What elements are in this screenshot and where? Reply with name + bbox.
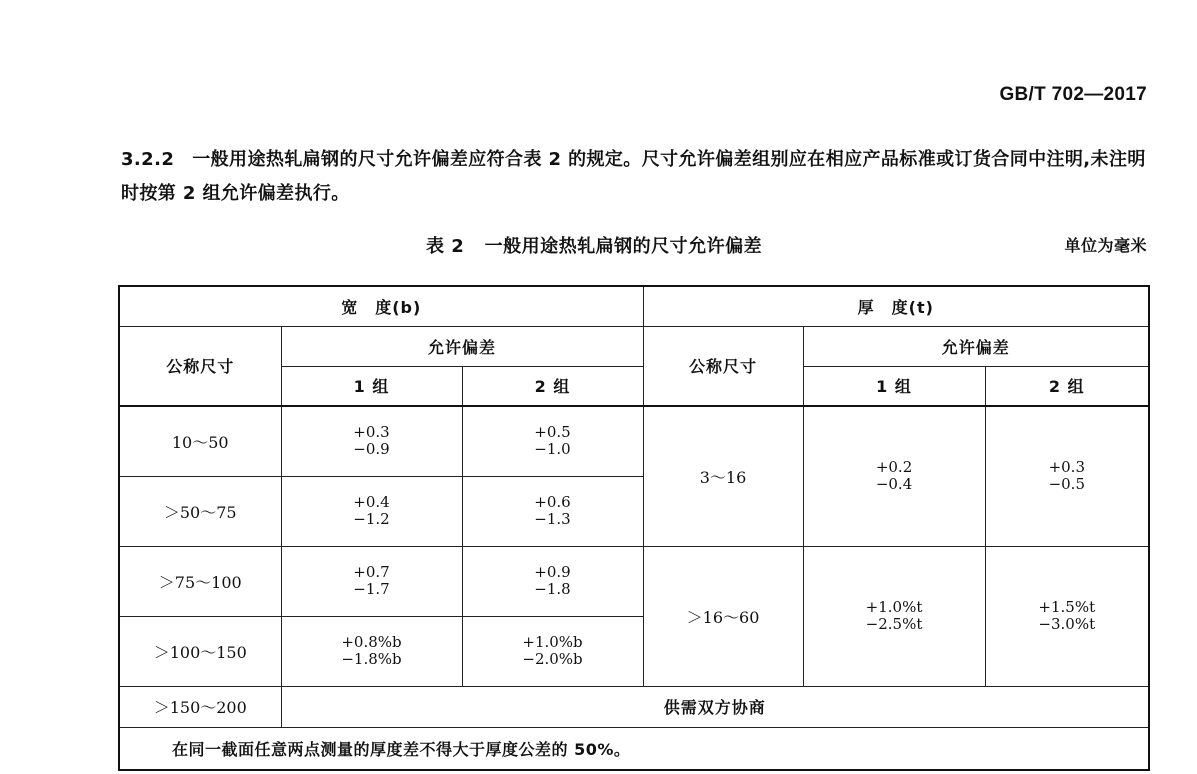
tolerance-table — [118, 285, 1150, 771]
tol-plus: +0.7 — [353, 563, 390, 581]
table-row — [119, 546, 1149, 616]
width-g2-cell — [462, 476, 643, 546]
tol-plus: +0.6 — [534, 493, 571, 511]
thickness-size-cell: 3～16 — [643, 406, 803, 546]
clause-text: 一般用途热轧扁钢的尺寸允许偏差应符合表 2 的规定。尺寸允许偏差组别应在相应产品标准或订货合同中注明,未注明时按第 2 组允许偏差执行。 — [121, 149, 1146, 204]
clause-number: 3.2.2 — [121, 149, 175, 170]
tol-minus: −0.4 — [875, 475, 913, 494]
tol-minus: −3.0%t — [1038, 615, 1096, 633]
width-header: 宽 度(b) — [119, 286, 643, 326]
width-group1-header: 1 组 — [281, 366, 462, 406]
tol-plus: +1.0%b — [522, 633, 583, 651]
tol-minus: −2.5%t — [865, 615, 923, 633]
tol-minus: −1.2 — [353, 510, 390, 528]
clause-paragraph — [121, 143, 1151, 211]
width-g1-cell — [281, 616, 462, 686]
table-row — [119, 406, 1149, 476]
tol-plus: +0.4 — [353, 493, 390, 511]
width-size-cell: ＞100～150 — [119, 616, 281, 686]
width-g2-cell — [462, 616, 643, 686]
width-deviation-header: 允许偏差 — [281, 326, 643, 366]
tol-minus: −1.8%b — [341, 650, 402, 668]
width-g2-cell — [462, 406, 643, 476]
width-size-cell: ＞50～75 — [119, 476, 281, 546]
width-g1-cell — [281, 476, 462, 546]
negotiated-cell: 供需双方协商 — [281, 686, 1149, 727]
width-nominal-size-header: 公称尺寸 — [119, 326, 281, 406]
tol-minus: −2.0%b — [522, 650, 583, 668]
width-size-cell: ＞75～100 — [119, 546, 281, 616]
table-row — [119, 686, 1149, 727]
tol-plus: +1.5%t — [1038, 598, 1096, 616]
tol-plus: +0.8%b — [341, 633, 402, 651]
tol-minus: −1.7 — [353, 580, 390, 598]
width-size-cell: ＞150～200 — [119, 686, 281, 727]
tol-plus: +0.5 — [534, 423, 571, 442]
tol-plus: +0.9 — [534, 563, 571, 581]
thickness-deviation-header: 允许偏差 — [803, 326, 1149, 366]
table-header-row — [119, 286, 1149, 326]
table-note: 在同一截面任意两点测量的厚度差不得大于厚度公差的 50%。 — [119, 727, 1149, 770]
thickness-g1-cell — [803, 546, 985, 686]
width-size-cell: 10～50 — [119, 406, 281, 476]
table-note-row — [119, 727, 1149, 770]
thickness-g2-cell — [985, 546, 1149, 686]
thickness-group2-header: 2 组 — [985, 366, 1149, 406]
thickness-size-cell: ＞16～60 — [643, 546, 803, 686]
tol-minus: −1.8 — [534, 580, 571, 598]
thickness-g1-cell — [803, 406, 985, 546]
standard-code: GB/T 702—2017 — [999, 84, 1147, 105]
table-title: 表 2 一般用途热轧扁钢的尺寸允许偏差 — [426, 236, 763, 257]
tol-plus: +1.0%t — [865, 598, 923, 616]
thickness-group1-header: 1 组 — [803, 366, 985, 406]
width-g1-cell — [281, 406, 462, 476]
tol-plus: +0.3 — [353, 423, 390, 442]
tol-minus: −1.3 — [534, 510, 571, 528]
thickness-g2-cell — [985, 406, 1149, 546]
tol-minus: −1.0 — [534, 440, 571, 459]
width-group2-header: 2 组 — [462, 366, 643, 406]
table-subheader-row — [119, 326, 1149, 366]
tol-plus: +0.2 — [875, 458, 913, 477]
tol-minus: −0.5 — [1048, 475, 1085, 494]
table-caption — [0, 232, 1197, 260]
width-g2-cell — [462, 546, 643, 616]
thickness-nominal-size-header: 公称尺寸 — [643, 326, 803, 406]
tol-minus: −0.9 — [353, 440, 390, 459]
table-unit: 单位为毫米 — [1064, 236, 1147, 255]
thickness-header: 厚 度(t) — [643, 286, 1149, 326]
width-g1-cell — [281, 546, 462, 616]
tol-plus: +0.3 — [1048, 458, 1085, 477]
